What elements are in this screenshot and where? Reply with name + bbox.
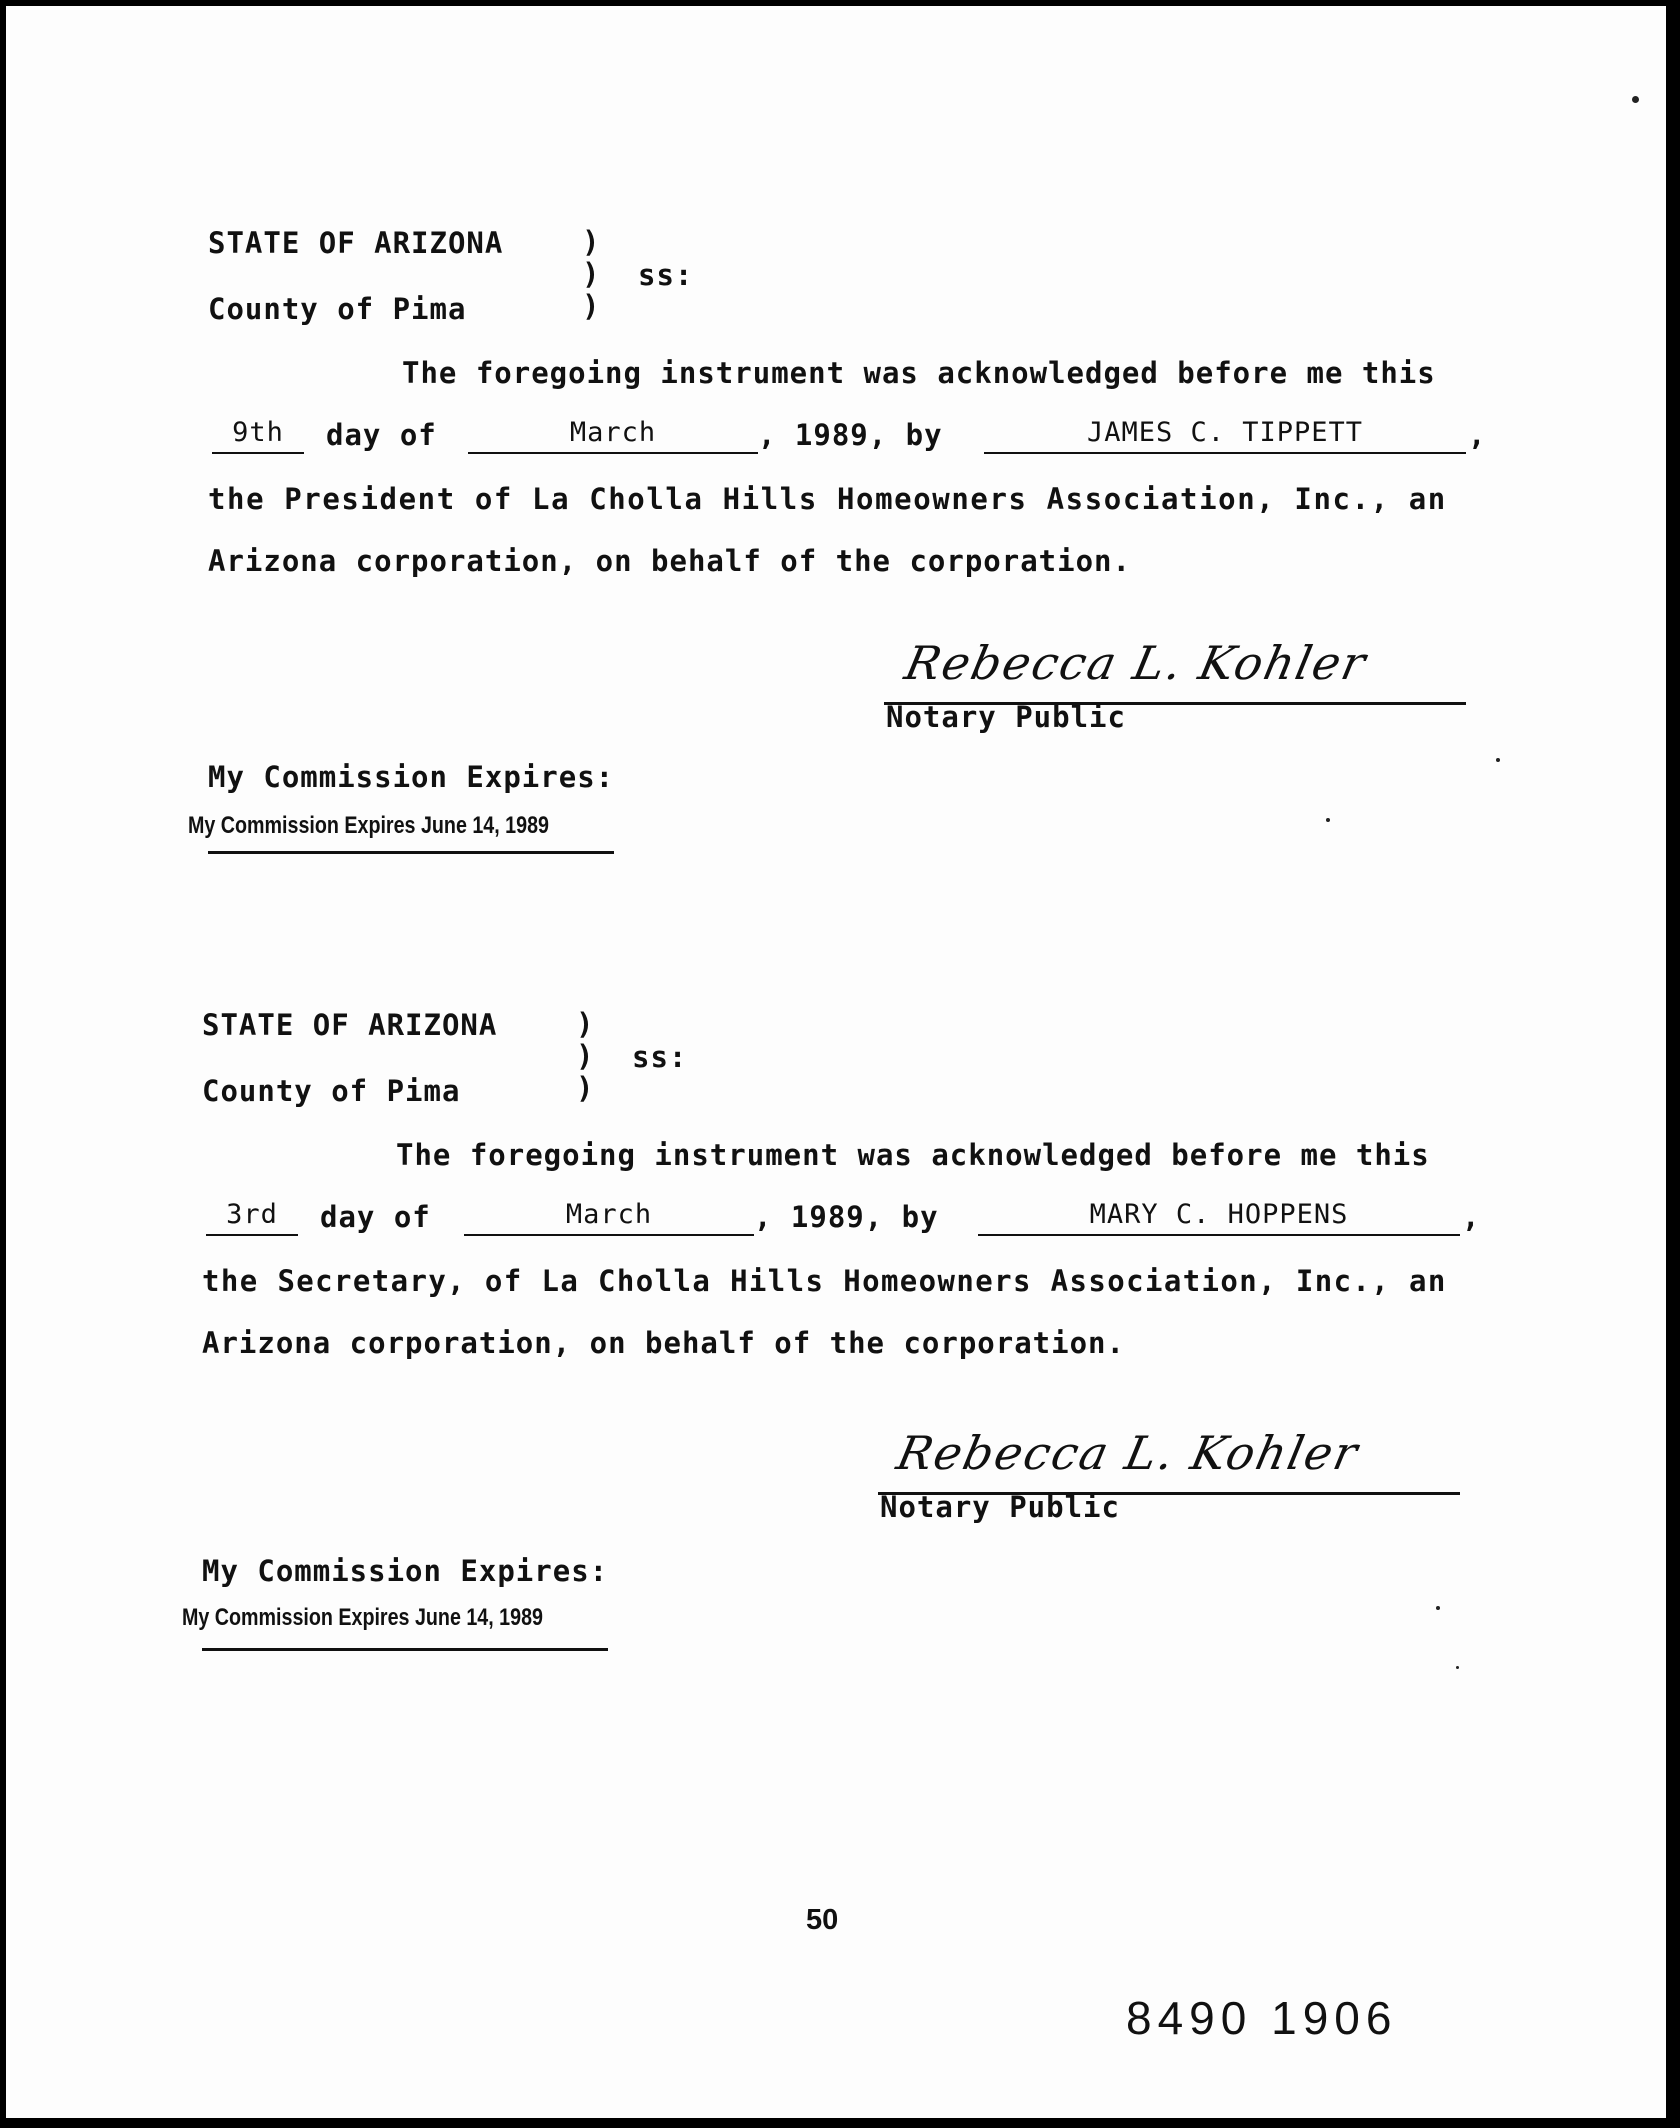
commission-line (208, 851, 614, 854)
day-field: 3rd (206, 1198, 298, 1236)
acknowledgment-line-3: the Secretary, of La Cholla Hills Homeowners Association, Inc., an (202, 1264, 1447, 1298)
name-trailing-comma: , (1468, 418, 1487, 452)
document-number: 8490 1906 (1126, 1992, 1398, 2044)
year-by-text: , 1989, by (758, 418, 943, 452)
scan-speck (1436, 1606, 1440, 1610)
scan-speck (1326, 818, 1330, 822)
venue-bracket: ) ) ) (582, 225, 600, 323)
commission-label: My Commission Expires: (208, 760, 615, 794)
day-field: 9th (212, 416, 304, 454)
state-label: STATE OF ARIZONA (208, 226, 504, 260)
notary-public-caption: Notary Public (886, 700, 1126, 734)
acknowledgment-line-4: Arizona corporation, on behalf of the corporation. (208, 544, 1131, 578)
acknowledgment-intro: The foregoing instrument was acknowledged before me this (402, 356, 1436, 390)
acknowledgment-line-4: Arizona corporation, on behalf of the corporation. (202, 1326, 1125, 1360)
name-field: MARY C. HOPPENS (978, 1198, 1460, 1236)
month-field: March (464, 1198, 754, 1236)
month-field: March (468, 416, 758, 454)
scan-speck (1632, 96, 1639, 103)
notary-signature: Rebecca L. Kohler (900, 636, 1373, 690)
page-number: 50 (806, 1904, 839, 1936)
name-trailing-comma: , (1462, 1200, 1481, 1234)
commission-stamp: My Commission Expires June 14, 1989 (188, 812, 549, 839)
county-label: County of Pima (202, 1074, 461, 1108)
venue-bracket: ) ) ) (576, 1007, 594, 1105)
day-of-text: day of (326, 418, 437, 452)
state-label: STATE OF ARIZONA (202, 1008, 498, 1042)
acknowledgment-line-3: the President of La Cholla Hills Homeowners Association, Inc., an (208, 482, 1447, 516)
day-of-text: day of (320, 1200, 431, 1234)
ss-label: ss: (638, 258, 694, 292)
notary-signature: Rebecca L. Kohler (892, 1426, 1365, 1480)
county-label: County of Pima (208, 292, 467, 326)
scan-speck (1456, 1666, 1459, 1669)
commission-stamp: My Commission Expires June 14, 1989 (182, 1604, 543, 1631)
acknowledgment-intro: The foregoing instrument was acknowledged before me this (396, 1138, 1430, 1172)
scan-speck (1496, 758, 1500, 762)
notary-public-caption: Notary Public (880, 1490, 1120, 1524)
document-page (6, 6, 1666, 2118)
commission-label: My Commission Expires: (202, 1554, 609, 1588)
ss-label: ss: (632, 1040, 688, 1074)
commission-line (202, 1648, 608, 1651)
name-field: JAMES C. TIPPETT (984, 416, 1466, 454)
year-by-text: , 1989, by (754, 1200, 939, 1234)
